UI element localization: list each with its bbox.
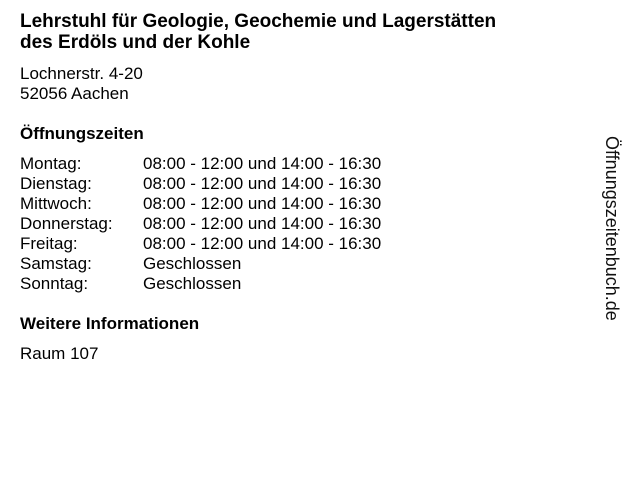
- address-block: [20, 64, 143, 104]
- address-street: Lochnerstr. 4-20: [20, 64, 143, 83]
- opening-hours-list: [20, 154, 381, 294]
- page-title-line-1: Lehrstuhl für Geologie, Geochemie und Lagerstätten: [20, 11, 497, 32]
- opening-hours-heading: Öffnungszeiten: [20, 124, 144, 143]
- address-city: 52056 Aachen: [20, 84, 129, 103]
- time-value: 08:00 - 12:00 und 14:00 - 16:30: [143, 214, 382, 233]
- time-value: 08:00 - 12:00 und 14:00 - 16:30: [143, 234, 382, 253]
- time-value: Geschlossen: [143, 254, 242, 273]
- day-label: Freitag:: [20, 234, 78, 253]
- room-info: Raum 107: [20, 344, 99, 363]
- day-label: Dienstag:: [20, 174, 92, 193]
- day-label: Sonntag:: [20, 274, 89, 293]
- hours-row-tuesday: [20, 174, 381, 194]
- page-title-line-2: des Erdöls und der Kohle: [20, 32, 251, 53]
- hours-row-friday: [20, 234, 381, 254]
- hours-row-wednesday: [20, 194, 381, 214]
- hours-row-monday: [20, 154, 381, 174]
- further-info-heading: Weitere Informationen: [20, 314, 200, 333]
- day-label: Donnerstag:: [20, 214, 113, 233]
- time-value: 08:00 - 12:00 und 14:00 - 16:30: [143, 194, 382, 213]
- page-title: [20, 11, 620, 53]
- hours-row-saturday: [20, 254, 381, 274]
- time-value: Geschlossen: [143, 274, 242, 293]
- time-value: 08:00 - 12:00 und 14:00 - 16:30: [143, 174, 382, 193]
- hours-row-thursday: [20, 214, 381, 234]
- time-value: 08:00 - 12:00 und 14:00 - 16:30: [143, 154, 382, 173]
- day-label: Samstag:: [20, 254, 92, 273]
- hours-row-sunday: [20, 274, 381, 294]
- day-label: Mittwoch:: [20, 194, 92, 213]
- day-label: Montag:: [20, 154, 82, 173]
- watermark-text: Öffnungszeitenbuch.de: [602, 136, 622, 321]
